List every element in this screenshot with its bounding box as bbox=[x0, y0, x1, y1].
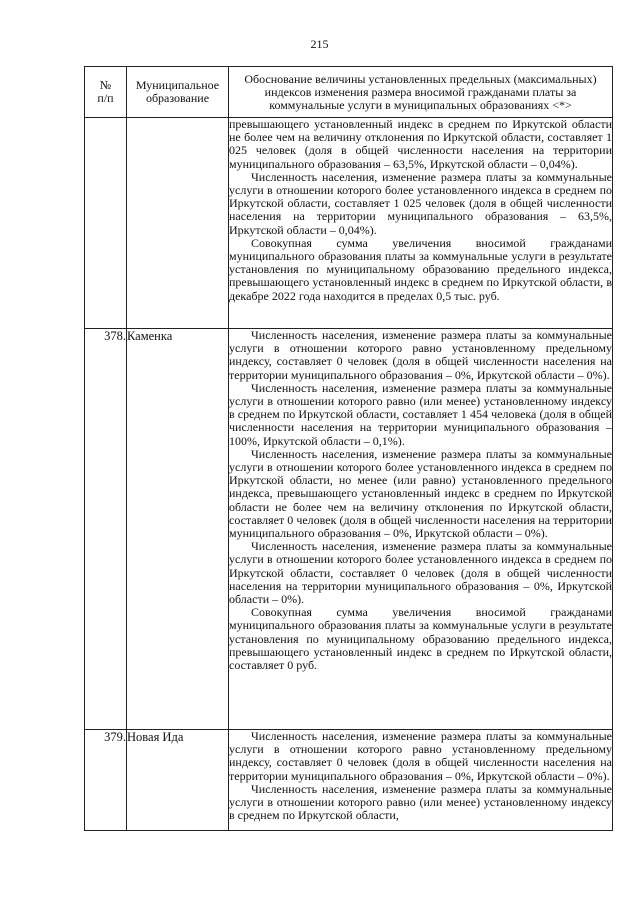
paragraph: Численность населения, изменение размера платы за коммунальные услуги в отношении которого более установленного индекса в среднем по Иркутской области, но менее (или равно) установленного предельного индекса, превышающего установленный индекс в среднем по Иркутской области не более чем на величину отклонения по Иркутской области, составляет 0 человек (доля в общей численности населения на территории муниципального образования – 0%, Иркутской области – 0%). bbox=[229, 446, 612, 541]
page-number: 215 bbox=[310, 37, 329, 51]
justification-table bbox=[84, 66, 613, 831]
table-row bbox=[85, 329, 613, 730]
municipality-name: Новая Ида bbox=[127, 730, 229, 831]
municipality-name bbox=[127, 118, 229, 329]
table-header-row bbox=[85, 67, 613, 118]
paragraph: превышающего установленный индекс в среднем по Иркутской области не более чем на величину отклонения по Иркутской области, составляет 1 025 человек (доля в общей численности населения на территории муниципального образования – 63,5%, Иркутской области – 0,04%). bbox=[229, 117, 612, 171]
paragraph: Численность населения, изменение размера платы за коммунальные услуги в отношении которого равно (или менее) установленному индексу в среднем по Иркутской области, bbox=[229, 781, 612, 823]
table-row bbox=[85, 730, 613, 831]
paragraph: Численность населения, изменение размера платы за коммунальные услуги в отношении которого более установленного индекса в среднем по Иркутской области, составляет 0 человек (доля в общей численности населения на территории муниципального образования – 0%, Иркутской области – 0%). bbox=[229, 539, 612, 607]
municipality-name: Каменка bbox=[127, 329, 229, 730]
header-municipality: Муниципальное образование bbox=[127, 67, 229, 118]
justification-cell bbox=[229, 329, 613, 730]
paragraph: Численность населения, изменение размера платы за коммунальные услуги в отношении которого равно установленному предельному индексу, составляет 0 человек (доля в общей численности населения на территории муниципального образования – 0%, Иркутской области – 0%). bbox=[229, 328, 612, 382]
table-row bbox=[85, 118, 613, 329]
paragraph: Совокупная сумма увеличения вносимой гражданами муниципального образования платы за коммунальные услуги в результате установления по муниципальному образованию предельного индекса, превышающего установленный индекс в среднем по Иркутской области, в декабре 2022 года находится в пределах 0,5 тыс. руб. bbox=[229, 235, 612, 303]
justification-cell bbox=[229, 118, 613, 329]
row-number bbox=[85, 118, 127, 329]
paragraph: Совокупная сумма увеличения вносимой гражданами муниципального образования платы за коммунальные услуги в результате установления по муниципальному образованию предельного индекса, превышающего установленный индекс в среднем по Иркутской области, составляет 0 руб. bbox=[229, 605, 612, 673]
justification-cell bbox=[229, 730, 613, 831]
paragraph: Численность населения, изменение размера платы за коммунальные услуги в отношении которого более установленного индекса в среднем по Иркутской области, составляет 1 025 человек (доля в общей численности населения на территории муниципального образования – 63,5%, Иркутской области – 0,04%). bbox=[229, 169, 612, 237]
row-number: 379. bbox=[85, 730, 127, 831]
header-justification: Обоснование величины установленных предельных (максимальных) индексов изменения размера вносимой гражданами платы за коммунальные услуги в муниципальных образованиях <*> bbox=[229, 67, 613, 118]
row-number: 378. bbox=[85, 329, 127, 730]
header-number: № п/п bbox=[85, 67, 127, 118]
paragraph: Численность населения, изменение размера платы за коммунальные услуги в отношении которого равно установленному предельному индексу, составляет 0 человек (доля в общей численности населения на территории муниципального образования – 0%, Иркутской области – 0%). bbox=[229, 729, 612, 783]
paragraph: Численность населения, изменение размера платы за коммунальные услуги в отношении которого равно (или менее) установленному индексу в среднем по Иркутской области, составляет 1 454 человека (доля в общей численности населения на территории муниципального образования – 100%, Иркутской области – 0,1%). bbox=[229, 380, 612, 448]
